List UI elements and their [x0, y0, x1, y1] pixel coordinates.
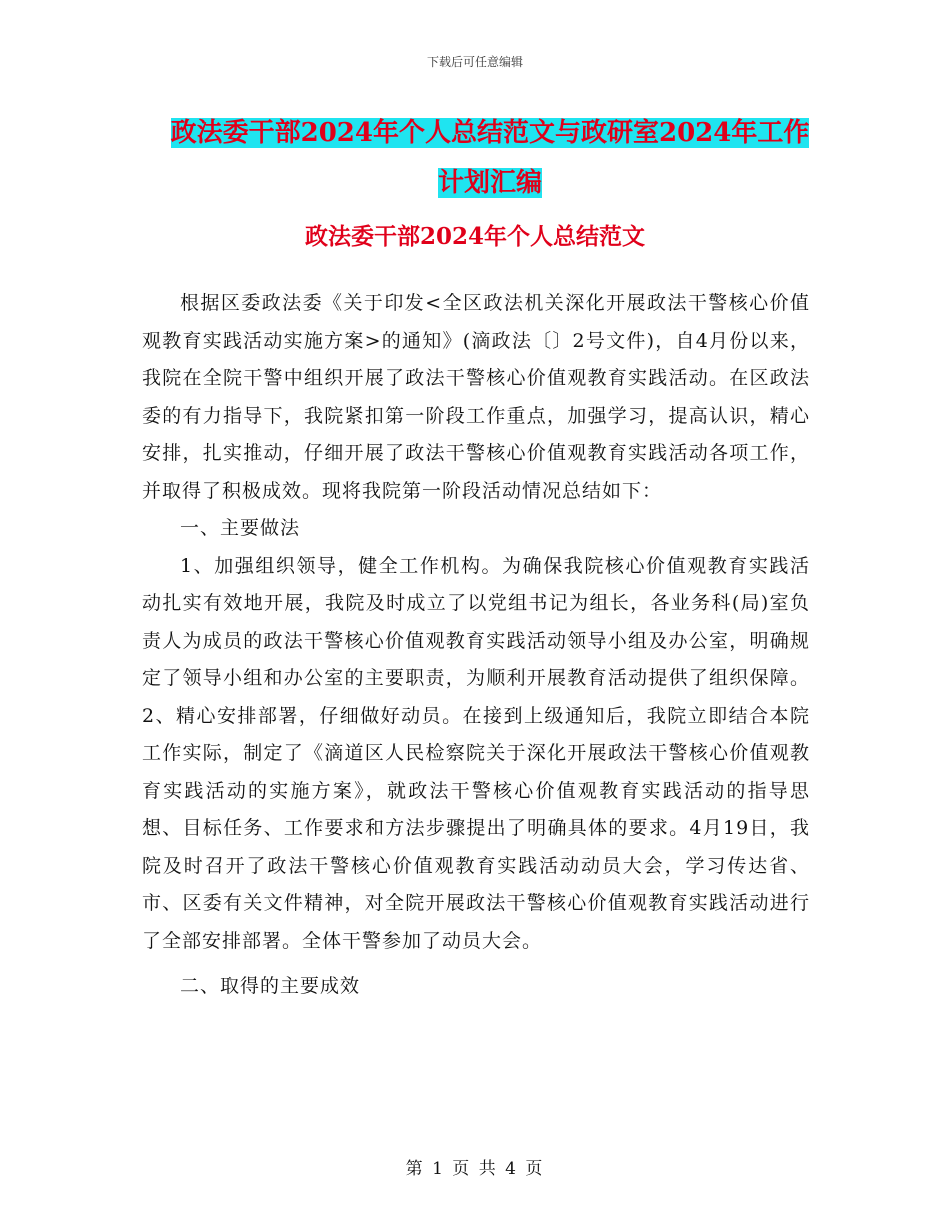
document-title	[170, 108, 810, 208]
practices-paragraph: 1、加强组织领导，健全工作机构。为确保我院核心价值观教育实践活动扎实有效地开展，我院及时成立了以党组书记为组长，各业务科(局)室负责人为成员的政法干警核心价值观教育实践活动领导小组及办公室，明确规定了领导小组和办公室的主要职责，为顺利开展教育活动提供了组织保障。 2、精心安排部署，仔细做好动员。在接到上级通知后，我院立即结合本院工作实际，制定了《滴道区人民检察院关于深化开展政法干警核心价值观教育实践活动的实施方案》，就政法干警核心价值观教育实践活动的指导思想、目标任务、工作要求和方法步骤提出了明确具体的要求。4月19日，我院及时召开了政法干警核心价值观教育实践活动动员大会，学习传达省、市、区委有关文件精神，对全院开展政法干警核心价值观教育实践活动进行了全部安排部署。全体干警参加了动员大会。	[142, 554, 810, 952]
intro-paragraph: 根据区委政法委《关于印发<全区政法机关深化开展政法干警核心价值观教育实践活动实施方案>的通知》(滴政法〔〕2号文件)，自4月份以来，我院在全院干警中组织开展了政法干警核心价值观教育实践活动。在区政法委的有力指导下，我院紧扣第一阶段工作重点，加强学习，提高认识，精心安排，扎实推动，仔细开展了政法干警核心价值观教育实践活动各项工作，并取得了积极成效。现将我院第一阶段活动情况总结如下：	[142, 292, 810, 502]
document-body	[142, 285, 810, 1006]
page-number: 第 1 页 共 4 页	[405, 1159, 545, 1179]
heading-main-results: 二、取得的主要成效	[180, 975, 361, 997]
heading-main-practices: 一、主要做法	[180, 517, 301, 539]
document-title-text: 政法委干部2024年个人总结范文与政研室2024年工作计划汇编	[170, 118, 810, 198]
section-title: 政法委干部2024年个人总结范文	[304, 223, 645, 250]
header-note: 下载后可任意编辑	[426, 55, 523, 69]
